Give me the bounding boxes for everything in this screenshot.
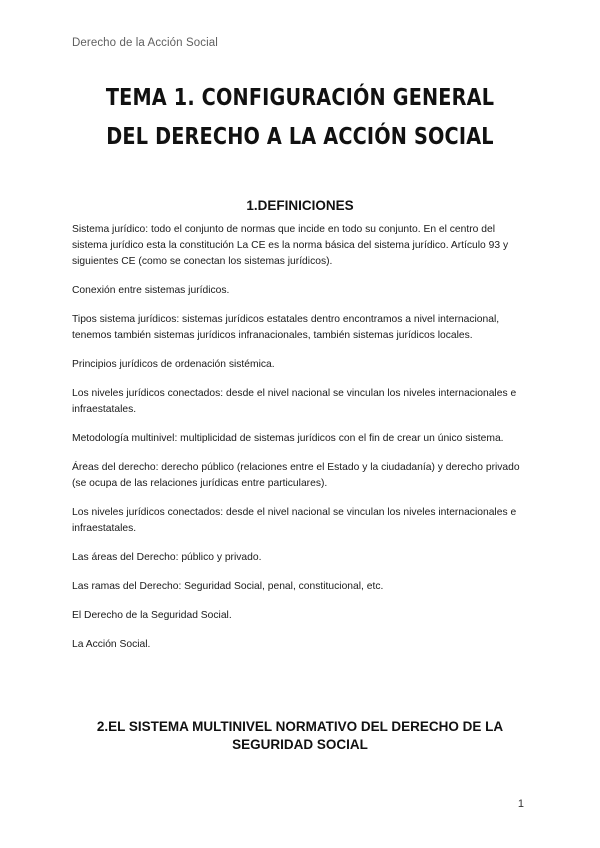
paragraph: Tipos sistema jurídicos: sistemas jurídicos estatales dentro encontramos a nivel internacional, tenemos también sistemas jurídicos infranacionales, también sistemas jurídicos locales. — [72, 314, 500, 341]
paragraph: Principios jurídicos de ordenación sistémica. — [72, 359, 275, 370]
paragraph: Áreas del derecho: derecho público (relaciones entre el Estado y la ciudadanía) y derecho privado (se ocupa de las relaciones jurídicas entre particulares). — [72, 462, 520, 489]
paragraph: Los niveles jurídicos conectados: desde el nivel nacional se vinculan los niveles internacionales e infraestatales. — [72, 388, 517, 415]
paragraph: La Acción Social. — [72, 639, 151, 650]
paragraph: Conexión entre sistemas jurídicos. — [72, 285, 230, 296]
paragraph: Metodología multinivel: multiplicidad de sistemas jurídicos con el fin de crear un único sistema. — [72, 433, 504, 444]
paragraph: El Derecho de la Seguridad Social. — [72, 610, 232, 621]
paragraph: Las áreas del Derecho: público y privado. — [72, 552, 262, 563]
section-heading-definiciones: 1.DEFINICIONES — [246, 198, 354, 213]
section-body-definiciones — [72, 222, 532, 666]
paragraph: Los niveles jurídicos conectados: desde el nivel nacional se vinculan los niveles internacionales e infraestatales. — [72, 507, 517, 534]
page-number: 1 — [517, 798, 524, 810]
paragraph: Sistema jurídico: todo el conjunto de normas que incide en todo su conjunto. En el centro del sistema jurídico esta la constitución La CE es la norma básica del sistema jurídico. Artículo 93 y siguientes CE (como se conectan los sistemas jurídicos). — [72, 224, 509, 267]
section-heading-sistema-multinivel: 2.EL SISTEMA MULTINIVEL NORMATIVO DEL DERECHO DE LA SEGURIDAD SOCIAL — [96, 719, 504, 752]
running-header: Derecho de la Acción Social — [72, 37, 218, 49]
paragraph: Las ramas del Derecho: Seguridad Social, penal, constitucional, etc. — [72, 581, 384, 592]
document-title: TEMA 1. CONFIGURACIÓN GENERAL DEL DERECHO A LA ACCIÓN SOCIAL — [105, 83, 495, 150]
